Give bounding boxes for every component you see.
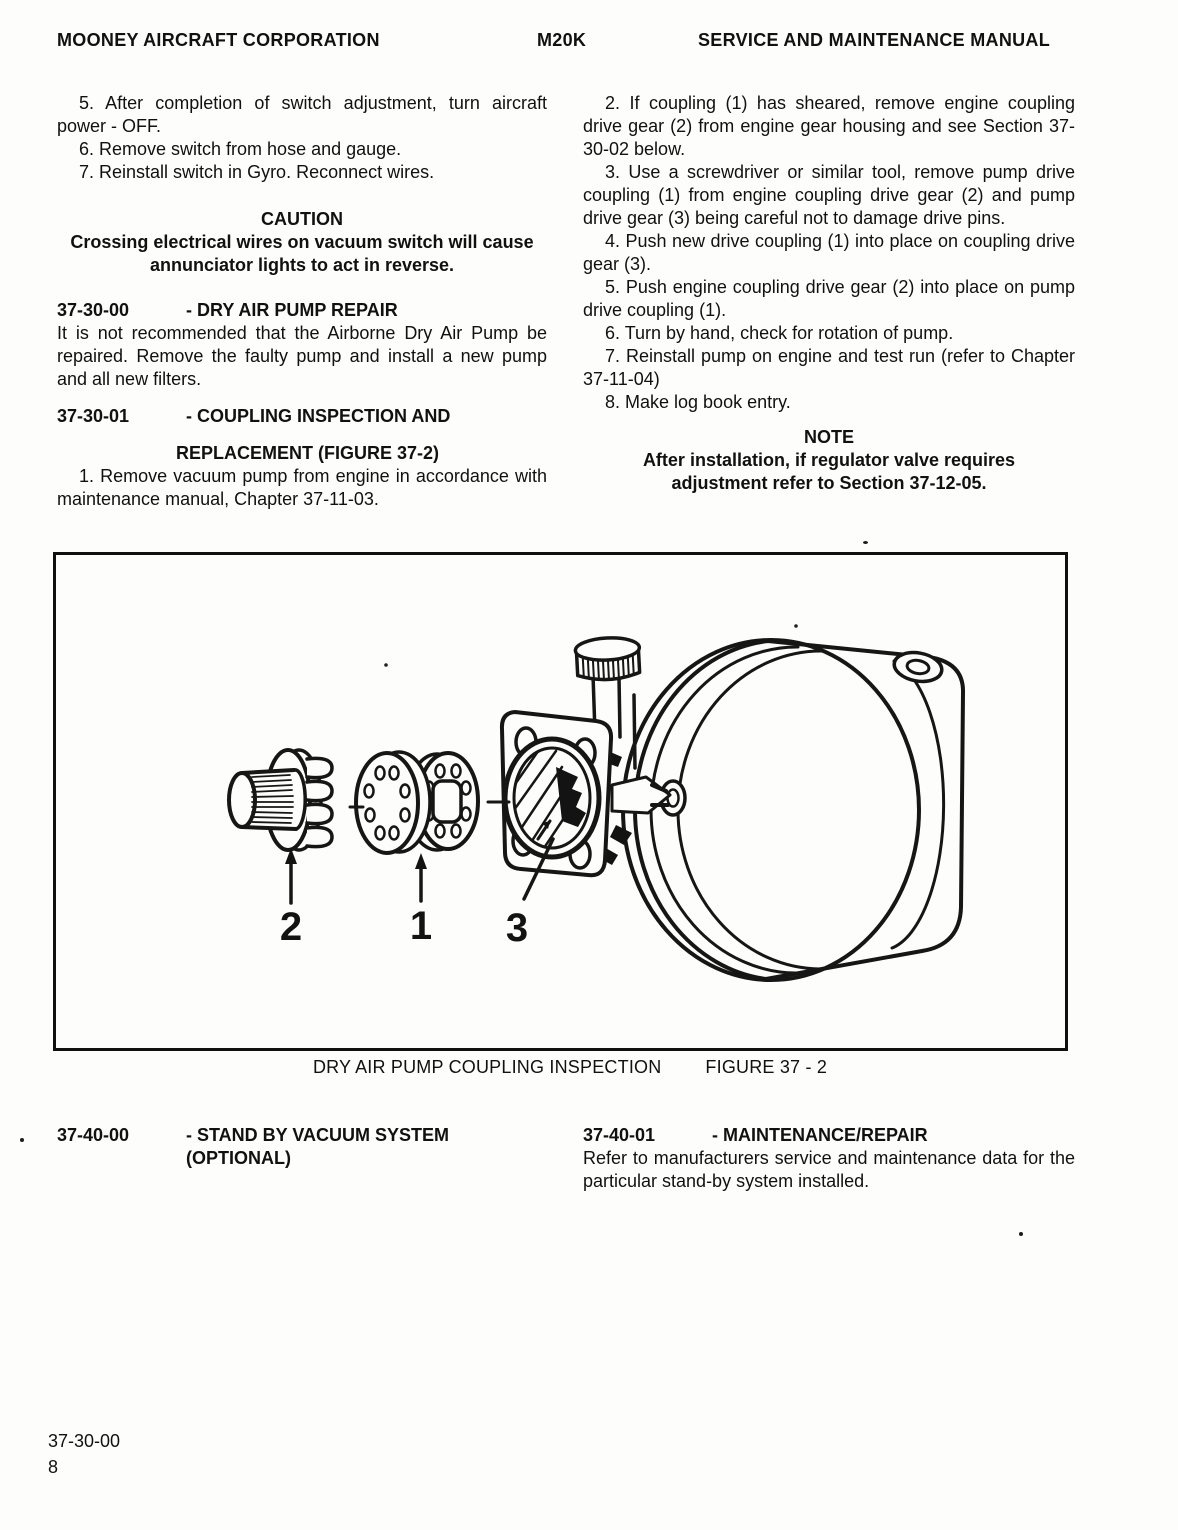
section-heading-37-30-01 bbox=[57, 405, 547, 428]
section-heading-37-30-00 bbox=[57, 299, 547, 322]
scan-artifact-dot bbox=[1019, 1232, 1023, 1236]
mounting-flange bbox=[502, 712, 611, 875]
footer-page-number: 8 bbox=[48, 1457, 59, 1477]
procedure-step: 8. Make log book entry. bbox=[605, 392, 791, 412]
header-manual-title: SERVICE AND MAINTENANCE MANUAL bbox=[698, 30, 1051, 50]
section-heading-37-40-00 bbox=[57, 1124, 547, 1147]
procedure-step: 7. Reinstall pump on engine and test run (refer to Chapter 37-11-04) bbox=[583, 346, 1075, 389]
procedure-step: 3. Use a screwdriver or similar tool, remove pump drive coupling (1) from engine coupling drive gear (2) and pump drive gear (3) being careful not to damage drive pins. bbox=[583, 162, 1075, 228]
procedure-step: 5. Push engine coupling drive gear (2) into place on pump drive coupling (1). bbox=[583, 277, 1075, 320]
section-title-line2: REPLACEMENT (FIGURE 37-2) bbox=[176, 443, 440, 463]
knurled-cap bbox=[575, 636, 641, 681]
procedure-step: 6. Remove switch from hose and gauge. bbox=[79, 139, 402, 159]
caution-text: Crossing electrical wires on vacuum switch will cause annunciator lights to act in reverse. bbox=[70, 232, 534, 275]
figure-label-2: 2 bbox=[279, 905, 303, 949]
procedure-step: 5. After completion of switch adjustment, turn aircraft power - OFF. bbox=[57, 93, 547, 136]
section-code: 37-40-00 bbox=[57, 1125, 130, 1145]
section-title: - STAND BY VACUUM SYSTEM bbox=[186, 1125, 450, 1145]
section-body: Refer to manufacturers service and maintenance data for the particular stand-by system installed. bbox=[583, 1148, 1075, 1191]
section-title-line2: (OPTIONAL) bbox=[186, 1148, 291, 1168]
procedure-step: 2. If coupling (1) has sheared, remove engine coupling drive gear (2) from engine gear housing and see Section 37-30-02 below. bbox=[583, 93, 1075, 159]
section-title: - DRY AIR PUMP REPAIR bbox=[186, 300, 398, 320]
dry-air-pump-figure bbox=[56, 555, 1065, 1048]
section-code: 37-30-01 bbox=[57, 406, 130, 426]
header-model: M20K bbox=[537, 30, 587, 50]
section-title: - COUPLING INSPECTION AND bbox=[186, 406, 451, 426]
procedure-step: 4. Push new drive coupling (1) into place on coupling drive gear (3). bbox=[583, 231, 1075, 274]
page-footer bbox=[48, 1428, 120, 1480]
lower-left-section bbox=[57, 1124, 547, 1193]
body-columns bbox=[57, 92, 1121, 511]
lower-sections bbox=[57, 1124, 1121, 1193]
footer-section-code: 37-30-00 bbox=[48, 1431, 121, 1451]
lower-right-section bbox=[583, 1124, 1075, 1193]
section-body: It is not recommended that the Airborne Dry Air Pump be repaired. Remove the faulty pump and install a new pump and all new filters. bbox=[57, 323, 547, 389]
note-text: After installation, if regulator valve requires adjustment refer to Section 37-12-05. bbox=[642, 450, 1016, 493]
section-title: - MAINTENANCE/REPAIR bbox=[712, 1125, 928, 1145]
figure-label-3: 3 bbox=[505, 906, 529, 950]
section-heading-37-40-01 bbox=[583, 1124, 1075, 1147]
scan-artifact-dot bbox=[863, 541, 868, 544]
caution-title: CAUTION bbox=[261, 209, 343, 229]
figure-37-2-box bbox=[53, 552, 1068, 1051]
procedure-step: 6. Turn by hand, check for rotation of pump. bbox=[605, 323, 954, 343]
section-code: 37-40-01 bbox=[583, 1125, 656, 1145]
procedure-step: 1. Remove vacuum pump from engine in accordance with maintenance manual, Chapter 37-11-03. bbox=[57, 466, 547, 509]
note-title: NOTE bbox=[803, 427, 854, 447]
caution-block bbox=[57, 208, 547, 277]
note-block bbox=[583, 426, 1075, 495]
drive-coupling-discs bbox=[350, 752, 509, 853]
figure-caption bbox=[0, 1057, 1140, 1078]
header-company: MOONEY AIRCRAFT CORPORATION bbox=[57, 30, 380, 50]
procedure-step: 7. Reinstall switch in Gyro. Reconnect wires. bbox=[79, 162, 435, 182]
figure-number: FIGURE 37 - 2 bbox=[705, 1057, 828, 1077]
right-column bbox=[583, 92, 1075, 511]
scan-dot bbox=[384, 663, 388, 667]
figure-label-1: 1 bbox=[409, 904, 433, 948]
coupling-drive-gear bbox=[229, 750, 332, 850]
figure-caption-text: DRY AIR PUMP COUPLING INSPECTION bbox=[312, 1057, 662, 1077]
left-column bbox=[57, 92, 547, 511]
section-code: 37-30-00 bbox=[57, 300, 130, 320]
scan-artifact-dot bbox=[20, 1138, 24, 1142]
scan-dot bbox=[794, 624, 798, 628]
